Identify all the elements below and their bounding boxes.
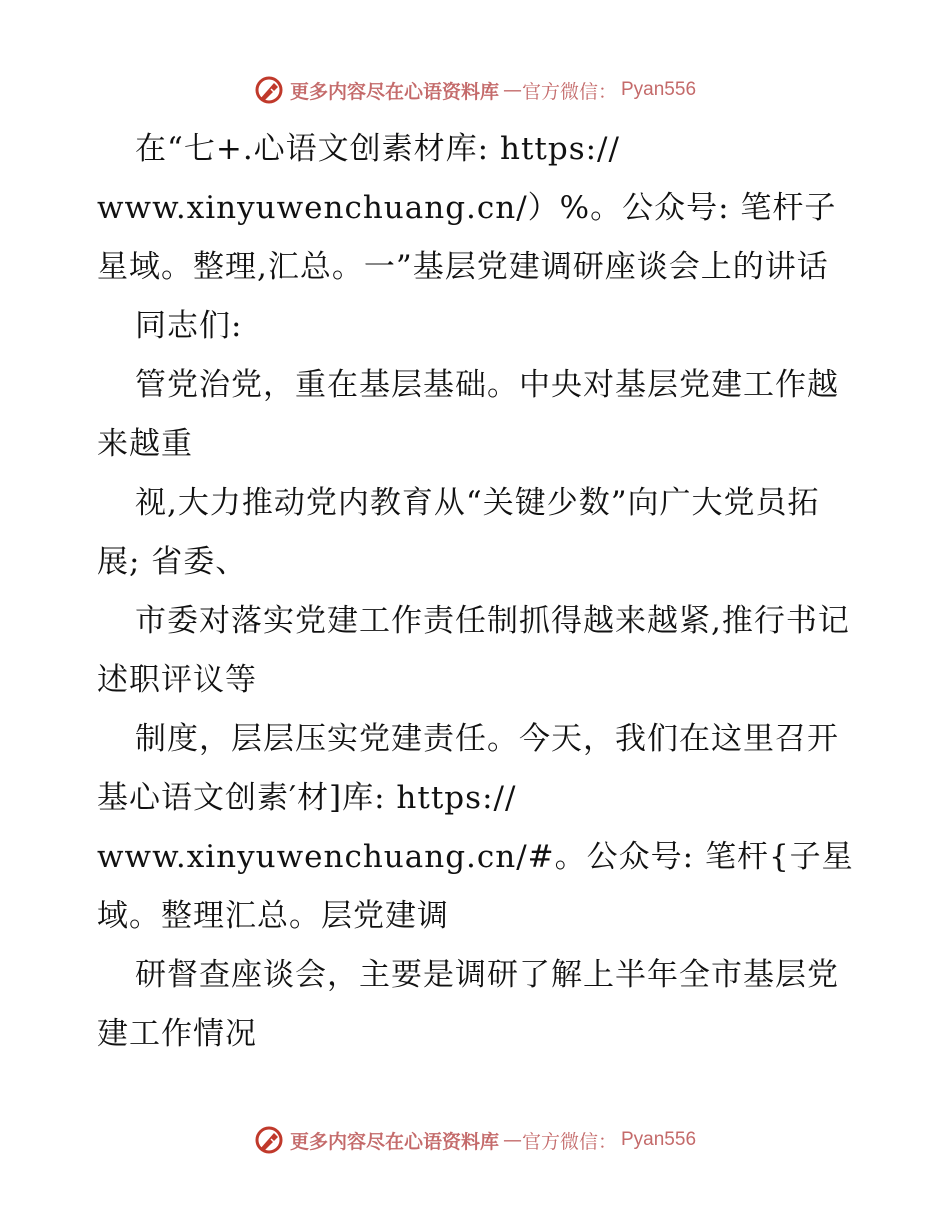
watermark-separator: — [502,1129,522,1151]
paragraph: 视,大力推动党内教育从“关键少数”向广大党员拓展; 省委、 [97,485,820,580]
watermark-wechat-id: Pyan556 [621,79,697,100]
pen-logo-icon [254,1125,284,1155]
pen-logo-icon [254,75,284,105]
paragraph: 制度，层层压实党建责任。今天，我们在这里召开基心语文创素′材]库: https:// www.xinyuwenchuang.cn/#。公众号: 笔杆{子星域。整理汇总。层党建调 [97,721,854,934]
watermark-brand: 更多内容尽在心语资料库 [289,1130,499,1153]
watermark-brand: 更多内容尽在心语资料库 [289,80,499,103]
watermark-wechat-label: 官方微信： [521,80,617,103]
paragraph: 市委对落实党建工作责任制抓得越来越紧,推行书记述职评议等 [97,603,850,698]
paragraph-title: 在“七+.心语文创素材库: https:// www.xinyuwenchuang.cn/）%。公众号: 笔杆子星域。整理,汇总。一”基层党建调研座谈会上的讲话 [97,131,837,285]
paragraph: 管党治党，重在基层基础。中央对基层党建工作越来越重 [97,367,839,462]
paragraph: 研督查座谈会，主要是调研了解上半年全市基层党建工作情况 [97,957,839,1052]
watermark-separator: — [502,79,522,101]
document-body [97,120,857,1064]
watermark-wechat-id: Pyan556 [621,1129,697,1150]
footer-watermark [0,1120,950,1160]
header-watermark [0,70,950,110]
watermark-wechat-label: 官方微信： [521,1130,617,1153]
paragraph-salutation: 同志们: [135,308,243,344]
